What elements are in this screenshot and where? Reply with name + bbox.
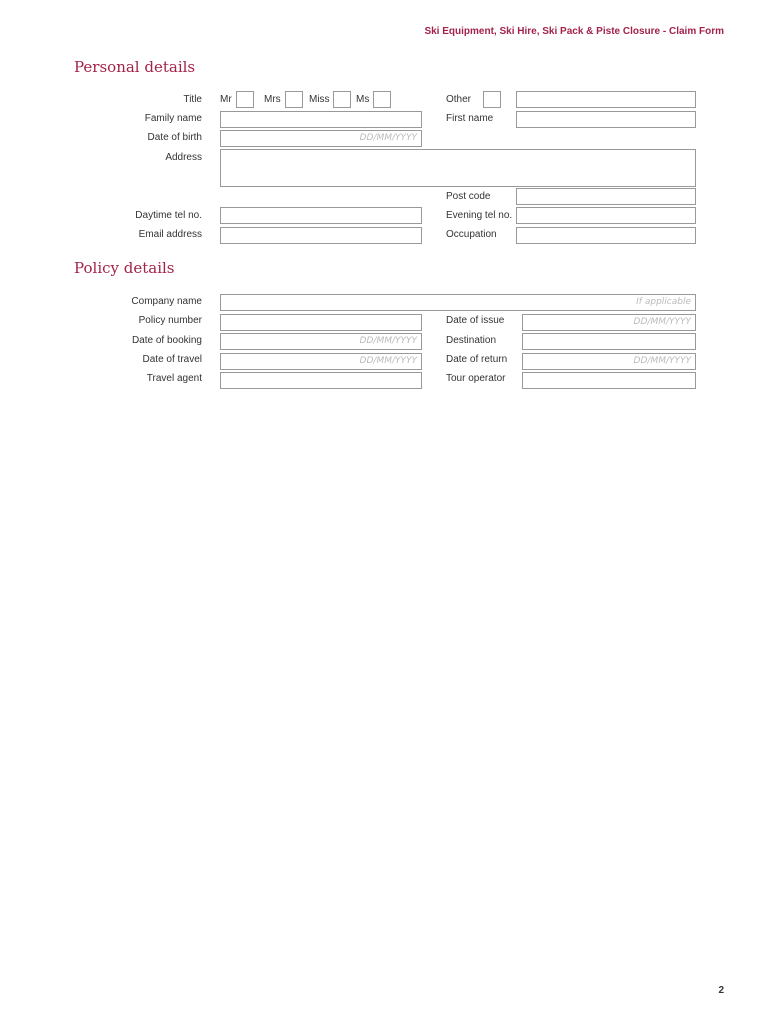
email-label: Email address	[138, 229, 202, 240]
title-option-mrs-label: Mrs	[264, 94, 281, 105]
page-number: 2	[718, 985, 724, 996]
date-of-return-label: Date of return	[446, 354, 508, 365]
occupation-input[interactable]	[516, 227, 696, 244]
date-of-booking-label: Date of booking	[131, 335, 202, 346]
postcode-label: Post code	[446, 191, 491, 202]
evening-tel-input[interactable]	[516, 207, 696, 224]
address-label: Address	[165, 152, 202, 163]
date-of-travel-label: Date of travel	[142, 354, 202, 365]
date-of-booking-input[interactable]: DD/MM/YYYY	[220, 333, 422, 350]
policy-number-label: Policy number	[138, 315, 202, 326]
title-miss-checkbox[interactable]	[333, 91, 351, 108]
form-header-title: Ski Equipment, Ski Hire, Ski Pack & Piste Closure - Claim Form	[424, 26, 724, 37]
company-name-input[interactable]: If applicable	[220, 294, 696, 311]
dob-input[interactable]: DD/MM/YYYY	[220, 130, 422, 147]
family-name-label: Family name	[144, 113, 202, 124]
destination-label: Destination	[446, 335, 497, 346]
travel-agent-label: Travel agent	[146, 373, 202, 384]
tour-operator-input[interactable]	[522, 372, 696, 389]
policy-number-input[interactable]	[220, 314, 422, 331]
date-of-travel-input[interactable]: DD/MM/YYYY	[220, 353, 422, 370]
title-option-other-label: Other	[446, 94, 472, 105]
postcode-input[interactable]	[516, 188, 696, 205]
first-name-label: First name	[446, 113, 494, 124]
title-other-input[interactable]	[516, 91, 696, 108]
title-label: Title	[183, 94, 202, 105]
policy-details-heading: Policy details	[74, 259, 175, 277]
family-name-input[interactable]	[220, 111, 422, 128]
title-mr-checkbox[interactable]	[236, 91, 254, 108]
title-mrs-checkbox[interactable]	[285, 91, 303, 108]
date-of-issue-label: Date of issue	[446, 315, 505, 326]
title-option-miss-label: Miss	[309, 94, 330, 105]
dob-label: Date of birth	[147, 132, 202, 143]
first-name-input[interactable]	[516, 111, 696, 128]
title-option-mr-label: Mr	[220, 94, 232, 105]
daytime-tel-label: Daytime tel no.	[135, 210, 202, 221]
daytime-tel-input[interactable]	[220, 207, 422, 224]
personal-details-heading: Personal details	[74, 58, 196, 76]
date-of-issue-input[interactable]: DD/MM/YYYY	[522, 314, 696, 331]
destination-input[interactable]	[522, 333, 696, 350]
occupation-label: Occupation	[446, 229, 497, 240]
evening-tel-label: Evening tel no.	[446, 210, 513, 221]
title-ms-checkbox[interactable]	[373, 91, 391, 108]
title-option-ms-label: Ms	[356, 94, 370, 105]
tour-operator-label: Tour operator	[446, 373, 506, 384]
title-other-checkbox[interactable]	[483, 91, 501, 108]
company-name-label: Company name	[131, 296, 202, 307]
address-input[interactable]	[220, 149, 696, 187]
travel-agent-input[interactable]	[220, 372, 422, 389]
email-input[interactable]	[220, 227, 422, 244]
date-of-return-input[interactable]: DD/MM/YYYY	[522, 353, 696, 370]
